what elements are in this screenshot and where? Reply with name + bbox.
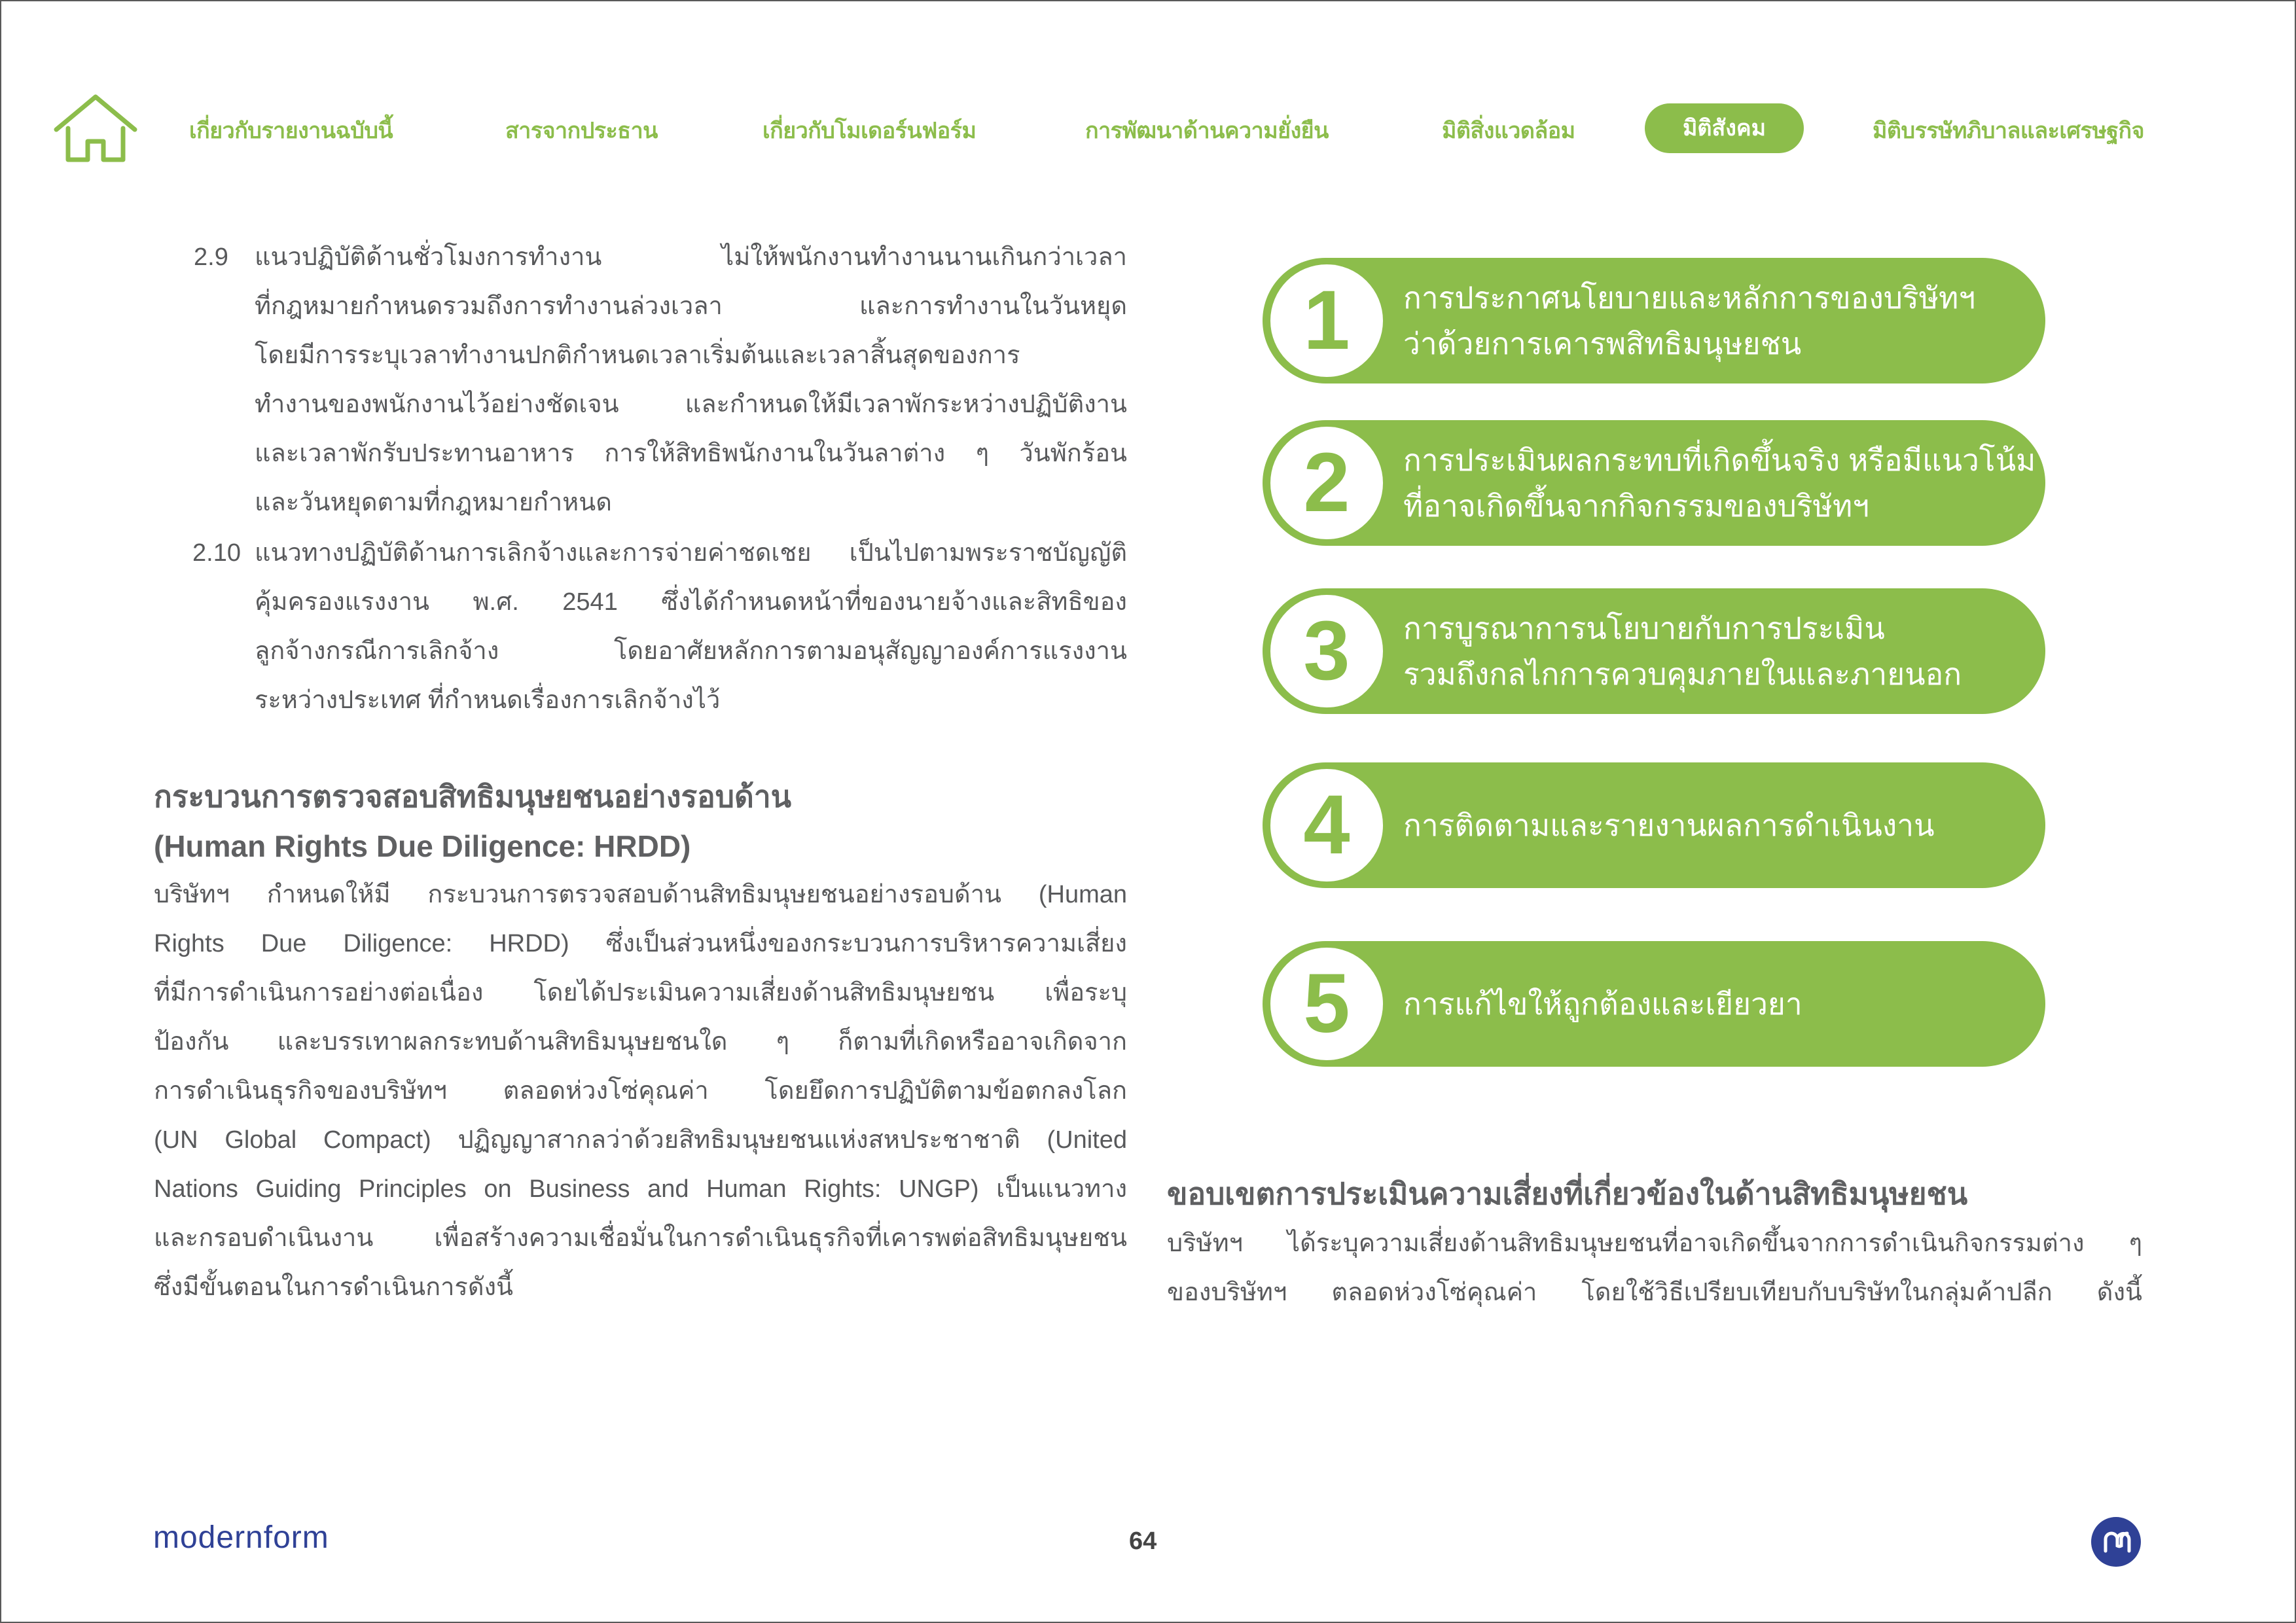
step-label-line: การประเมินผลกระทบที่เกิดขึ้นจริง หรือมีแนวโน้ม <box>1403 443 2036 477</box>
list-number: 2.9 <box>194 243 228 271</box>
text-line: ที่มีการดำเนินการอย่างต่อเนื่อง โดยได้ประเมินความเสี่ยงด้านสิทธิมนุษยชน เพื่อระบุ <box>154 979 1127 1007</box>
text-line: คุ้มครองแรงงาน พ.ศ. 2541 ซึ่งได้กำหนดหน้าที่ของนายจ้างและสิทธิของ <box>255 588 1127 616</box>
text-line: บริษัทฯ ได้ระบุความเสี่ยงด้านสิทธิมนุษยชนที่อาจเกิดขึ้นจากการดำเนินกิจกรรมต่าง ๆ <box>1167 1230 2142 1257</box>
step-label-line: การแก้ไขให้ถูกต้องและเยียวยา <box>1403 987 1803 1021</box>
text-line: ของบริษัทฯ ตลอดห่วงโซ่คุณค่า โดยใช้วิธีเปรียบเทียบกับบริษัทในกลุ่มค้าปลีก ดังนี้ <box>1167 1279 2142 1306</box>
text-line: ระหว่างประเทศ ที่กำหนดเรื่องการเลิกจ้างไว้ <box>255 687 721 714</box>
step-number-badge: 3 <box>1270 595 1383 707</box>
nav-item-environment[interactable]: มิติสิ่งแวดล้อม <box>1442 118 1575 143</box>
hrdd-paragraph <box>154 870 1127 1312</box>
hrdd-step-2 <box>1263 420 2045 546</box>
step-label <box>1403 762 2006 888</box>
text-line: ลูกจ้างกรณีการเลิกจ้าง โดยอาศัยหลักการตามอนุสัญญาองค์การแรงงาน <box>255 637 1127 665</box>
text-line: Rights Due Diligence: HRDD) ซึ่งเป็นส่วนหนึ่งของกระบวนการบริหารความเสี่ยง <box>154 930 1127 957</box>
risk-scope-heading: ขอบเขตการประเมินความเสี่ยงที่เกี่ยวข้องในด้านสิทธิมนุษยชน <box>1167 1177 1968 1211</box>
text-line: ทำงานของพนักงานไว้อย่างชัดเจน และกำหนดให้มีเวลาพักระหว่างปฏิบัติงาน <box>255 391 1127 418</box>
text-line: และวันหยุดตามที่กฎหมายกำหนด <box>255 489 612 516</box>
home-icon[interactable] <box>54 94 137 166</box>
step-number-badge: 2 <box>1270 427 1383 539</box>
text-line: การดำเนินธุรกิจของบริษัทฯ ตลอดห่วงโซ่คุณค่า โดยยึดการปฏิบัติตามข้อตกลงโลก <box>154 1077 1127 1105</box>
policy-item-working-hours <box>255 233 1127 527</box>
step-number-badge: 4 <box>1270 769 1383 882</box>
text-line: ที่กฎหมายกำหนดรวมถึงการทำงานล่วงเวลา และการทำงานในวันหยุด <box>255 293 1127 320</box>
hrdd-step-5 <box>1263 941 2045 1067</box>
hrdd-heading-english: (Human Rights Due Diligence: HRDD) <box>154 829 691 863</box>
risk-scope-paragraph <box>1167 1219 2142 1317</box>
step-number-badge: 1 <box>1270 264 1383 377</box>
brand-wordmark: modernform <box>153 1520 329 1555</box>
modernform-m-logo-icon <box>2091 1517 2141 1567</box>
nav-item-about-modernform[interactable]: เกี่ยวกับโมเดอร์นฟอร์ม <box>762 118 977 143</box>
nav-item-sustainability-development[interactable]: การพัฒนาด้านความยั่งยืน <box>1085 118 1329 143</box>
text-line: โดยมีการระบุเวลาทำงานปกติกำหนดเวลาเริ่มต้นและเวลาสิ้นสุดของการ <box>255 342 1020 369</box>
page-number: 64 <box>1129 1527 1157 1555</box>
step-label <box>1403 588 2006 714</box>
step-label <box>1403 941 2006 1067</box>
nav-item-social-active[interactable]: มิติสังคม <box>1645 103 1804 153</box>
step-number-badge: 5 <box>1270 948 1383 1060</box>
hrdd-heading-thai: กระบวนการตรวจสอบสิทธิมนุษยชนอย่างรอบด้าน <box>154 779 792 813</box>
step-label-line: การประกาศนโยบายและหลักการของบริษัทฯ <box>1403 281 1976 315</box>
nav-item-chairman-message[interactable]: สารจากประธาน <box>505 118 658 143</box>
hrdd-step-3 <box>1263 588 2045 714</box>
text-line: บริษัทฯ กำหนดให้มี กระบวนการตรวจสอบด้านสิทธิมนุษยชนอย่างรอบด้าน (Human <box>154 881 1127 908</box>
hrdd-step-1 <box>1263 258 2045 383</box>
text-line: แนวปฏิบัติด้านชั่วโมงการทำงาน ไม่ให้พนักงานทำงานนานเกินกว่าเวลา <box>255 243 1127 271</box>
step-label-line: ว่าด้วยการเคารพสิทธิมนุษยชน <box>1403 327 1802 361</box>
step-label-line: ที่อาจเกิดขึ้นจากกิจกรรมของบริษัทฯ <box>1403 489 1870 523</box>
list-number: 2.10 <box>192 539 241 567</box>
hrdd-step-4 <box>1263 762 2045 888</box>
step-label-line: การติดตามและรายงานผลการดำเนินงาน <box>1403 808 1935 842</box>
step-label-line: รวมถึงกลไกการควบคุมภายในและภายนอก <box>1403 657 1962 691</box>
step-label <box>1403 420 2036 546</box>
step-label-line: การบูรณาการนโยบายกับการประเมิน <box>1403 611 1885 645</box>
nav-item-governance-economy[interactable]: มิติบรรษัทภิบาลและเศรษฐกิจ <box>1873 118 2144 143</box>
text-line: ซึ่งมีขั้นตอนในการดำเนินการดังนี้ <box>154 1274 514 1301</box>
text-line: (UN Global Compact) ปฏิญญาสากลว่าด้วยสิทธิมนุษยชนแห่งสหประชาชาติ (United <box>154 1126 1127 1154</box>
text-line: และกรอบดำเนินงาน เพื่อสร้างความเชื่อมั่นในการดำเนินธุรกิจที่เคารพต่อสิทธิมนุษยชน <box>154 1224 1127 1252</box>
step-label <box>1403 258 2006 383</box>
text-line: Nations Guiding Principles on Business and Human Rights: UNGP) เป็นแนวทาง <box>154 1175 1127 1203</box>
text-line: ป้องกัน และบรรเทาผลกระทบด้านสิทธิมนุษยชนใด ๆ ก็ตามที่เกิดหรืออาจเกิดจาก <box>154 1028 1127 1056</box>
policy-item-termination <box>255 529 1127 725</box>
nav-item-about-report[interactable]: เกี่ยวกับรายงานฉบับนี้ <box>189 118 393 143</box>
text-line: แนวทางปฏิบัติด้านการเลิกจ้างและการจ่ายค่าชดเชย เป็นไปตามพระราชบัญญัติ <box>255 539 1127 567</box>
text-line: และเวลาพักรับประทานอาหาร การให้สิทธิพนักงานในวันลาต่าง ๆ วันพักร้อน <box>255 440 1127 467</box>
